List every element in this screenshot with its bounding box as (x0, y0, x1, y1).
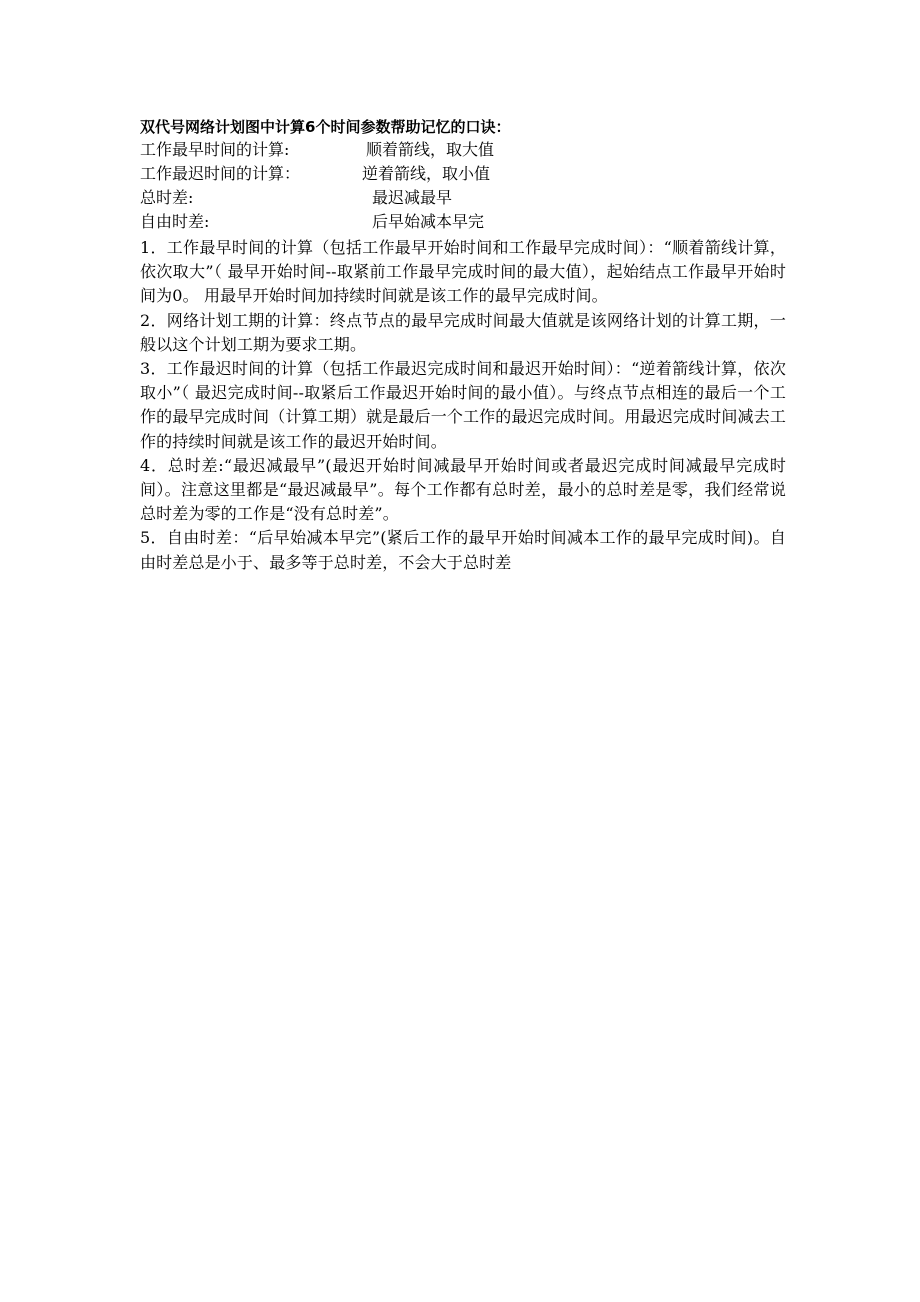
paragraph-free-float: 5．自由时差：“后早始减本早完”(紧后工作的最早开始时间减本工作的最早完成时间)。自由时差总是小于、最多等于总时差，不会大于总时差 (140, 528, 786, 572)
formula-row-total-float (140, 186, 786, 210)
formula-label: 自由时差: (140, 212, 210, 231)
document-title: 双代号网络计划图中计算6个时间参数帮助记忆的口诀： (140, 118, 511, 136)
formula-label: 工作最迟时间的计算： (140, 164, 301, 183)
formula-value: 顺着箭线，取大值 (366, 140, 495, 159)
formula-row-free-float (140, 210, 786, 234)
paragraph-latest-time: 3．工作最迟时间的计算（包括工作最迟完成时间和最迟开始时间）：“逆着箭线计算，依次取小”（ 最迟完成时间--取紧后工作最迟开始时间的最小值）。与终点节点相连的最后一个工作的最早完成时间（计算工期）就是最后一个工作的最迟完成时间。用最迟完成时间减去工作的持续时间就是该工作的最迟开始时间。 (140, 359, 787, 451)
document-content (140, 116, 786, 575)
paragraph-project-duration: 2．网络计划工期的计算：终点节点的最早完成时间最大值就是该网络计划的计算工期，一般以这个计划工期为要求工期。 (140, 310, 786, 354)
paragraph-total-float: 4．总时差:“最迟减最早”(最迟开始时间减最早开始时间或者最迟完成时间减最早完成时间）。注意这里都是“最迟减最早”。每个工作都有总时差，最小的总时差是零，我们经常说总时差为零的工作是“没有总时差”。 (140, 455, 786, 524)
formula-value: 后早始减本早完 (372, 212, 485, 231)
formula-label: 总时差: (140, 188, 194, 207)
formula-value: 逆着箭线，取小值 (362, 164, 491, 183)
paragraph-earliest-time: 1．工作最早时间的计算（包括工作最早开始时间和工作最早完成时间）：“顺着箭线计算，依次取大”（ 最早开始时间--取紧前工作最早完成时间的最大值），起始结点工作最早开始时间为0。 用最早开始时间加持续时间就是该工作的最早完成时间。 (140, 238, 786, 306)
formula-row-earliest (140, 138, 786, 162)
formula-value: 最迟减最早 (372, 188, 453, 207)
formula-row-latest (140, 162, 786, 186)
formula-label: 工作最早时间的计算: (140, 140, 290, 159)
